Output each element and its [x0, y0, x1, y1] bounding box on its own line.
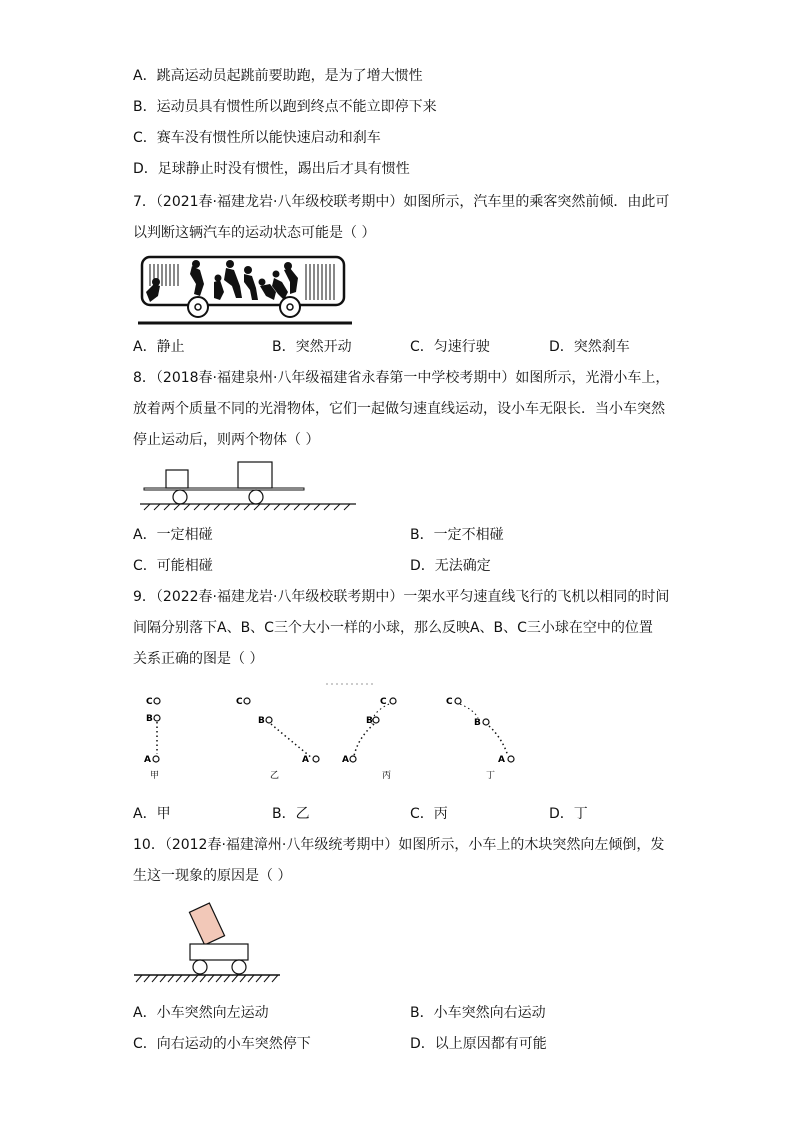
q7-option-a: A．静止: [133, 339, 185, 355]
q8-stem-line3: 停止运动后，则两个物体（ ）: [133, 432, 320, 448]
figure-label-bing: 丙: [382, 771, 392, 781]
svg-text:C: C: [446, 697, 453, 707]
q7-option-c: C．匀速行驶: [410, 339, 490, 355]
q10-stem-line1: 10．（2012春·福建漳州·八年级统考期中）如图所示，小车上的木块突然向左倾倒，发: [133, 837, 665, 853]
q6-option-c: C．赛车没有惯性所以能快速启动和刹车: [133, 130, 381, 146]
q10-option-a: A．小车突然向左运动: [133, 1005, 269, 1021]
q9-option-b: B．乙: [272, 806, 310, 822]
svg-text:A: A: [302, 755, 309, 765]
figure-label-jia: 甲: [150, 771, 160, 781]
q6-option-a: A．跳高运动员起跳前要助跑，是为了增大惯性: [133, 68, 423, 84]
q7-bus-figure: [136, 252, 356, 330]
q9-stem-line2: 间隔分别落下A、B、C三个大小一样的小球，那么反映A、B、C三小球在空中的位置: [133, 620, 653, 636]
q8-option-b: B．一定不相碰: [410, 527, 504, 543]
q9-option-c: C．丙: [410, 806, 448, 822]
ball-label-b: B: [146, 714, 153, 724]
ball-label-a: A: [144, 755, 151, 765]
q10-option-c: C．向右运动的小车突然停下: [133, 1036, 311, 1052]
svg-text:C: C: [236, 697, 243, 707]
q7-stem-line1: 7．（2021春·福建龙岩·八年级校联考期中）如图所示，汽车里的乘客突然前倾．由此可: [133, 194, 670, 210]
q6-option-b: B．运动员具有惯性所以跑到终点不能立即停下来: [133, 99, 437, 115]
q7-option-d: D．突然刹车: [549, 339, 630, 355]
q9-stem-line3: 关系正确的图是（ ）: [133, 651, 264, 667]
q9-trajectory-figure: [140, 680, 530, 785]
svg-text:B: B: [258, 716, 265, 726]
svg-text:A: A: [342, 755, 349, 765]
svg-text:B: B: [474, 718, 481, 728]
q10-option-b: B．小车突然向右运动: [410, 1005, 546, 1021]
figure-jia: [144, 697, 160, 781]
q8-cart-figure: [140, 460, 360, 510]
figure-label-yi: 乙: [270, 771, 280, 781]
q6-option-d: D．足球静止时没有惯性，踢出后才具有惯性: [133, 161, 410, 177]
svg-text:A: A: [498, 755, 505, 765]
q7-stem-line2: 以判断这辆汽车的运动状态可能是（ ）: [133, 225, 376, 241]
q9-option-d: D．丁: [549, 806, 588, 822]
figure-bing: [342, 697, 396, 781]
q10-cart-block-figure: [134, 898, 284, 988]
q8-stem-line1: 8．（2018春·福建泉州·八年级福建省永春第一中学校考期中）如图所示，光滑小车上，: [133, 370, 670, 386]
q9-option-a: A．甲: [133, 806, 171, 822]
q7-option-b: B．突然开动: [272, 339, 352, 355]
figure-label-ding: 丁: [486, 771, 496, 781]
q8-option-a: A．一定相碰: [133, 527, 213, 543]
svg-text:B: B: [366, 716, 373, 726]
q8-option-c: C．可能相碰: [133, 558, 213, 574]
q10-option-d: D．以上原因都有可能: [410, 1036, 547, 1052]
q9-stem-line1: 9．（2022春·福建龙岩·八年级校联考期中）一架水平匀速直线飞行的飞机以相同的时间: [133, 589, 670, 605]
svg-text:C: C: [380, 697, 387, 707]
q8-stem-line2: 放着两个质量不同的光滑物体，它们一起做匀速直线运动，设小车无限长．当小车突然: [133, 401, 665, 417]
figure-yi: [236, 697, 319, 781]
ball-label-c: C: [146, 697, 153, 707]
figure-ding: [446, 697, 514, 781]
q10-stem-line2: 生这一现象的原因是（ ）: [133, 868, 292, 884]
q8-option-d: D．无法确定: [410, 558, 491, 574]
